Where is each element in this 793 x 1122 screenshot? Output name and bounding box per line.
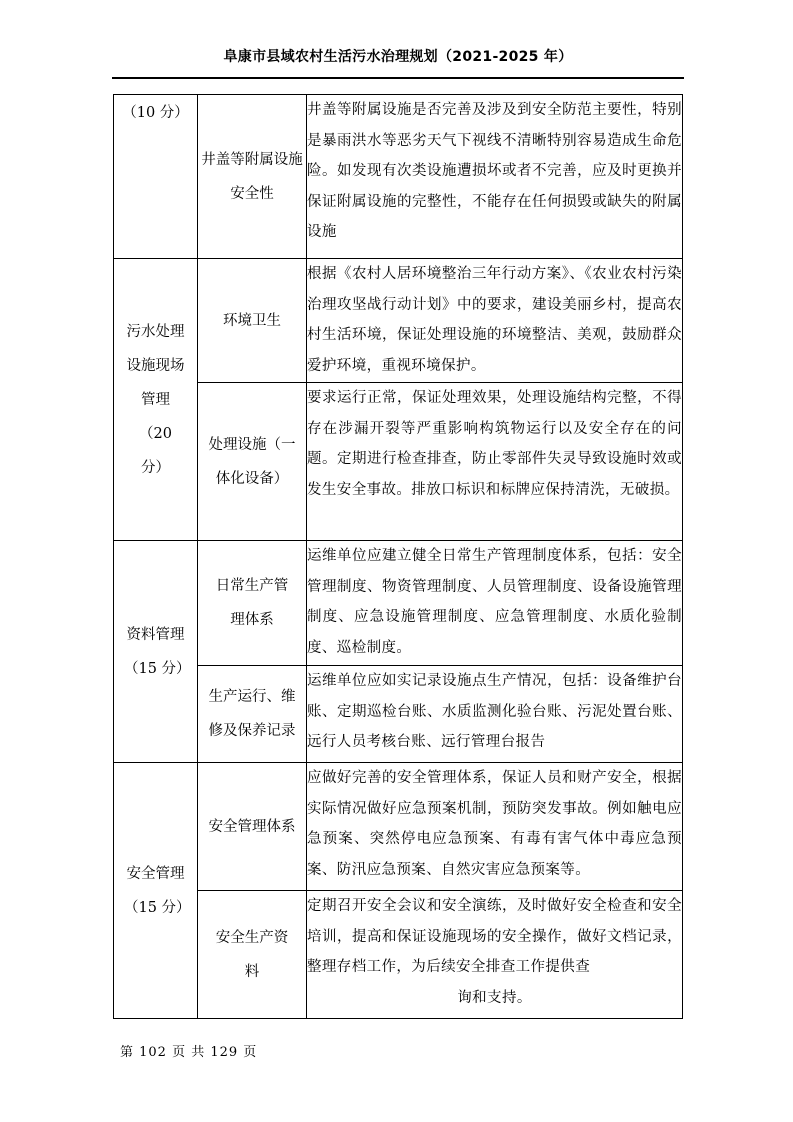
page-footer: 第 102 页 共 129 页 [120, 1045, 258, 1060]
item-cell: 环境卫生 [198, 259, 307, 383]
header-divider [112, 77, 684, 79]
content-cell: 运维单位应建立健全日常生产管理制度体系，包括：安全管理制度、物资管理制度、人员管理制度、设备设施管理制度、应急设施管理制度、应急管理制度、水质化验制度、巡检制度。 [307, 541, 683, 666]
table-row [114, 666, 683, 763]
table-row [114, 259, 683, 383]
table-row [114, 383, 683, 541]
table-row [114, 95, 683, 259]
content-cell: 应做好完善的安全管理体系，保证人员和财产安全，根据实际情况做好应急预案机制，预防突发事故。例如触电应急预案、突然停电应急预案、有毒有害气体中毒应急预案、防汛应急预案、自然灾害应急预案等。 [307, 763, 683, 891]
content-cell: 要求运行正常，保证处理效果，处理设施结构完整，不得存在涉漏开裂等严重影响构筑物运行以及安全存在的问题。定期进行检查排查，防止零部件失灵导致设施时效或发生安全事故。排放口标识和标牌应保持清洗，无破损。 [307, 383, 683, 541]
content-cell: 运维单位应如实记录设施点生产情况，包括：设备维护台账、定期巡检台账、水质监测化验台账、污泥处置台账、远行人员考核台账、远行管理台报告 [307, 666, 683, 763]
content-cell [307, 891, 683, 1019]
content-text-end: 询和支持。 [457, 989, 532, 1006]
page-header-title: 阜康市县域农村生活污水治理规划（2021-2025 年） [223, 49, 573, 65]
table-row [114, 891, 683, 1019]
item-cell: 处理设施（一体化设备） [198, 383, 307, 541]
category-cell: 安全管理（15 分） [114, 763, 198, 1019]
category-cell: （10 分） [114, 95, 198, 259]
content-cell: 根据《农村人居环境整治三年行动方案》、《农业农村污染治理攻坚战行动计划》中的要求，建设美丽乡村，提高农村生活环境，保证处理设施的环境整洁、美观，鼓励群众爱护环境，重视环境保护。 [307, 259, 683, 383]
category-cell: 污水处理设施现场管理（20 分） [114, 259, 198, 541]
item-cell: 生产运行、维修及保养记录 [198, 666, 307, 763]
table-row [114, 763, 683, 891]
content-text: 定期召开安全会议和安全演练，及时做好安全检查和安全培训，提高和保证设施现场的安全操作，做好文档记录，整理存档工作，为后续安全排查工作提供查 [307, 898, 682, 975]
item-cell: 日常生产管理体系 [198, 541, 307, 666]
item-cell: 安全管理体系 [198, 763, 307, 891]
item-cell: 安全生产资料 [198, 891, 307, 1019]
item-cell: 井盖等附属设施安全性 [198, 95, 307, 259]
content-cell: 井盖等附属设施是否完善及涉及到安全防范主要性，特别是暴雨洪水等恶劣天气下视线不清晰特别容易造成生命危险。如发现有次类设施遭损坏或者不完善，应及时更换并保证附属设施的完整性，不能存在任何损毁或缺失的附属设施 [307, 95, 683, 259]
evaluation-table [113, 94, 683, 1019]
category-cell: 资料管理（15 分） [114, 541, 198, 763]
table-row [114, 541, 683, 666]
